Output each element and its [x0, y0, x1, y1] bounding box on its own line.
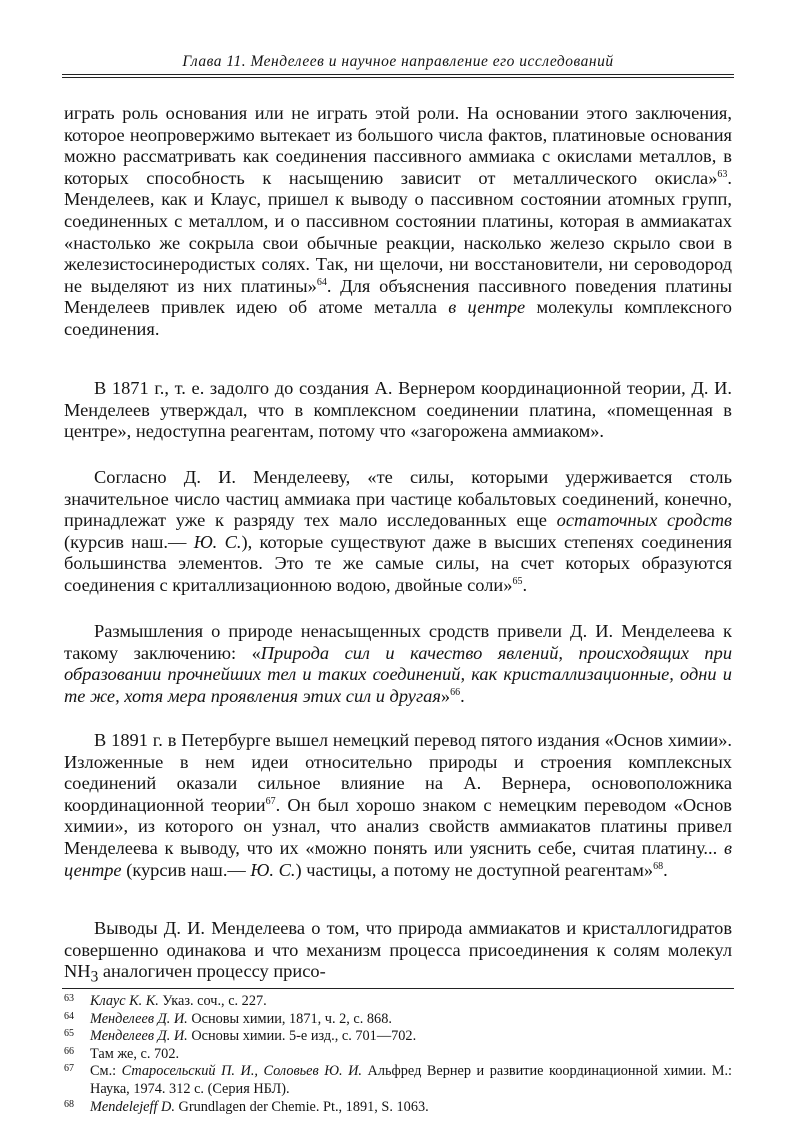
- paragraph: [64, 918, 732, 988]
- paragraph: [64, 103, 732, 341]
- footnote: [64, 1011, 732, 1029]
- italic-text: Ю. С.: [250, 859, 296, 880]
- italic-text: в центре: [448, 297, 526, 318]
- text-run: играть роль основания или не играть этой роли. На основании этого заключения, которое неопровержимо вытекает из большого числа фактов, платиновые основания можно рассматривать как соединения пассивного аммиака с окислами металлов, в которых способность к насыщению зависит от металлического окисла»: [64, 103, 732, 188]
- paragraph: [64, 621, 732, 707]
- text-run: . Для объяснения пассивного поведения платины Менделеев привлек идею об атоме металла: [64, 275, 732, 318]
- text-run: ), которые существуют даже в высших степенях соединения большинства элементов. Это те же самые силы, на счет которых образуются соединения с криталлизационною водою, двойные соли»: [64, 531, 732, 595]
- text-run: молекулы комплексного соединения.: [64, 297, 732, 339]
- text-run: ) частицы, а потому не доступной реагентам»: [295, 859, 654, 880]
- paragraph: [64, 378, 732, 443]
- italic-text: Ю. С.: [193, 531, 242, 552]
- text-run: Альфред Вернер и развитие координационной химии. М.: Наука, 1974. 312 с. (Серия НБЛ).: [90, 1063, 732, 1097]
- footnote-ref: 65: [512, 575, 523, 587]
- text-run: См.:: [90, 1063, 122, 1080]
- text-run: .: [522, 574, 528, 595]
- footnote-number: 66: [64, 1045, 74, 1057]
- text-run: Согласно Д. И. Менделееву, «те силы, которыми удерживается столь значительное число частиц аммиака при частице кобальтовых соединений, конечно, принадлежат уже к разряду тех мало исследованных еще: [64, 467, 732, 531]
- subscript: 3: [90, 968, 99, 986]
- text-run: Там же, с. 702.: [90, 1045, 180, 1062]
- footnote: [64, 1028, 732, 1046]
- text-run: (курсив наш.—: [121, 859, 251, 880]
- footnote-ref: 63: [717, 168, 728, 180]
- footnote-rule: [62, 988, 734, 989]
- footnotes: [64, 993, 732, 1116]
- text-run: В 1871 г., т. е. задолго до создания А. Вернером координационной теории, Д. И. Менделеев утверждал, что в комплексном соединении платина, «помещенная в центре», недоступна реагентам, потому что «загорожена аммиаком».: [64, 378, 732, 442]
- footnote-number: 68: [64, 1098, 74, 1110]
- header-rule-double: [62, 77, 734, 78]
- footnote-number: 67: [64, 1063, 74, 1075]
- footnote: [64, 1063, 732, 1098]
- text-run: аналогичен процессу присо-: [98, 961, 326, 982]
- footnote: [64, 1046, 732, 1064]
- running-header: Глава 11. Менделеев и научное направление его исследований: [182, 53, 614, 70]
- paragraph: [64, 467, 732, 597]
- text-run: Основы химии, 1871, ч. 2, с. 868.: [187, 1010, 392, 1027]
- footnote-number: 64: [64, 1010, 74, 1022]
- footnote: [64, 1099, 732, 1117]
- text-run: . Он был хорошо знаком с немецким переводом «Основ химии», из которого он узнал, что анализ свойств аммиакатов платины привел Менделеева к выводу, что их «можно понять или уяснить себе, считая платину...: [64, 794, 732, 858]
- footnote-number: 63: [64, 993, 74, 1004]
- text-run: »: [440, 685, 451, 706]
- italic-text: Менделеев Д. И.: [90, 1028, 188, 1045]
- footnote-ref: 64: [316, 276, 327, 288]
- text-run: . Менделеев, как и Клаус, пришел к выводу о пассивном состоянии атомных групп, соединенных с металлом, и о пассивном состоянии платины, которая в аммиакатах «настолько же сокрыла свои обычные реакции, насколько железо скрыло свои в железистосинеродистых солях. Так, ни щелочи, ни восстановители, ни сероводород не выделяют из них платины»: [64, 167, 732, 296]
- footnote-ref: 67: [265, 795, 276, 807]
- text-run: В 1891 г. в Петербурге вышел немецкий перевод пятого издания «Основ химии». Изложенные в нем идеи относительно природы и строения комплексных соединений оказали сильное влияние на А. Вернера, основоположника координационной теории: [64, 730, 732, 815]
- text-run: (курсив наш.—: [64, 531, 194, 552]
- text-run: Указ. соч., с. 227.: [158, 993, 267, 1009]
- text-run: Grundlagen der Chemie. Pt., 1891, S. 1063.: [174, 1098, 429, 1115]
- text-run: .: [663, 859, 668, 880]
- footnote-ref: 68: [653, 860, 664, 872]
- italic-text: Mendelejeff D.: [90, 1098, 175, 1115]
- paragraph: [64, 730, 732, 881]
- footnote-ref: 66: [450, 686, 461, 698]
- header-rule: [62, 74, 734, 75]
- text-run: Выводы Д. И. Менделеева о том, что природа аммиакатов и кристаллогидратов совершенно одинакова и что механизм процесса присоединения к солям молекул NH: [64, 918, 732, 982]
- text-run: Размышления о природе ненасыщенных сродств привели Д. И. Менделеева к такому заключению: «: [64, 621, 732, 663]
- italic-text: остаточных сродств: [556, 510, 732, 531]
- italic-text: Менделеев Д. И.: [90, 1010, 188, 1027]
- italic-text: Старосельский П. И., Соловьев Ю. И.: [121, 1063, 362, 1080]
- italic-text: Клаус К. К.: [90, 993, 159, 1009]
- text-run: Основы химии. 5-е изд., с. 701—702.: [187, 1028, 417, 1045]
- italic-text: Природа сил и качество явлений, происходящих при образовании прочнейших тел и таких соединений, как кристаллизационные, одни и те же, хотя мера проявления этих сил и другая: [64, 642, 733, 706]
- italic-text: в центре: [64, 837, 732, 880]
- footnote-number: 65: [64, 1028, 74, 1040]
- text-run: .: [460, 685, 465, 706]
- footnote: [64, 993, 732, 1011]
